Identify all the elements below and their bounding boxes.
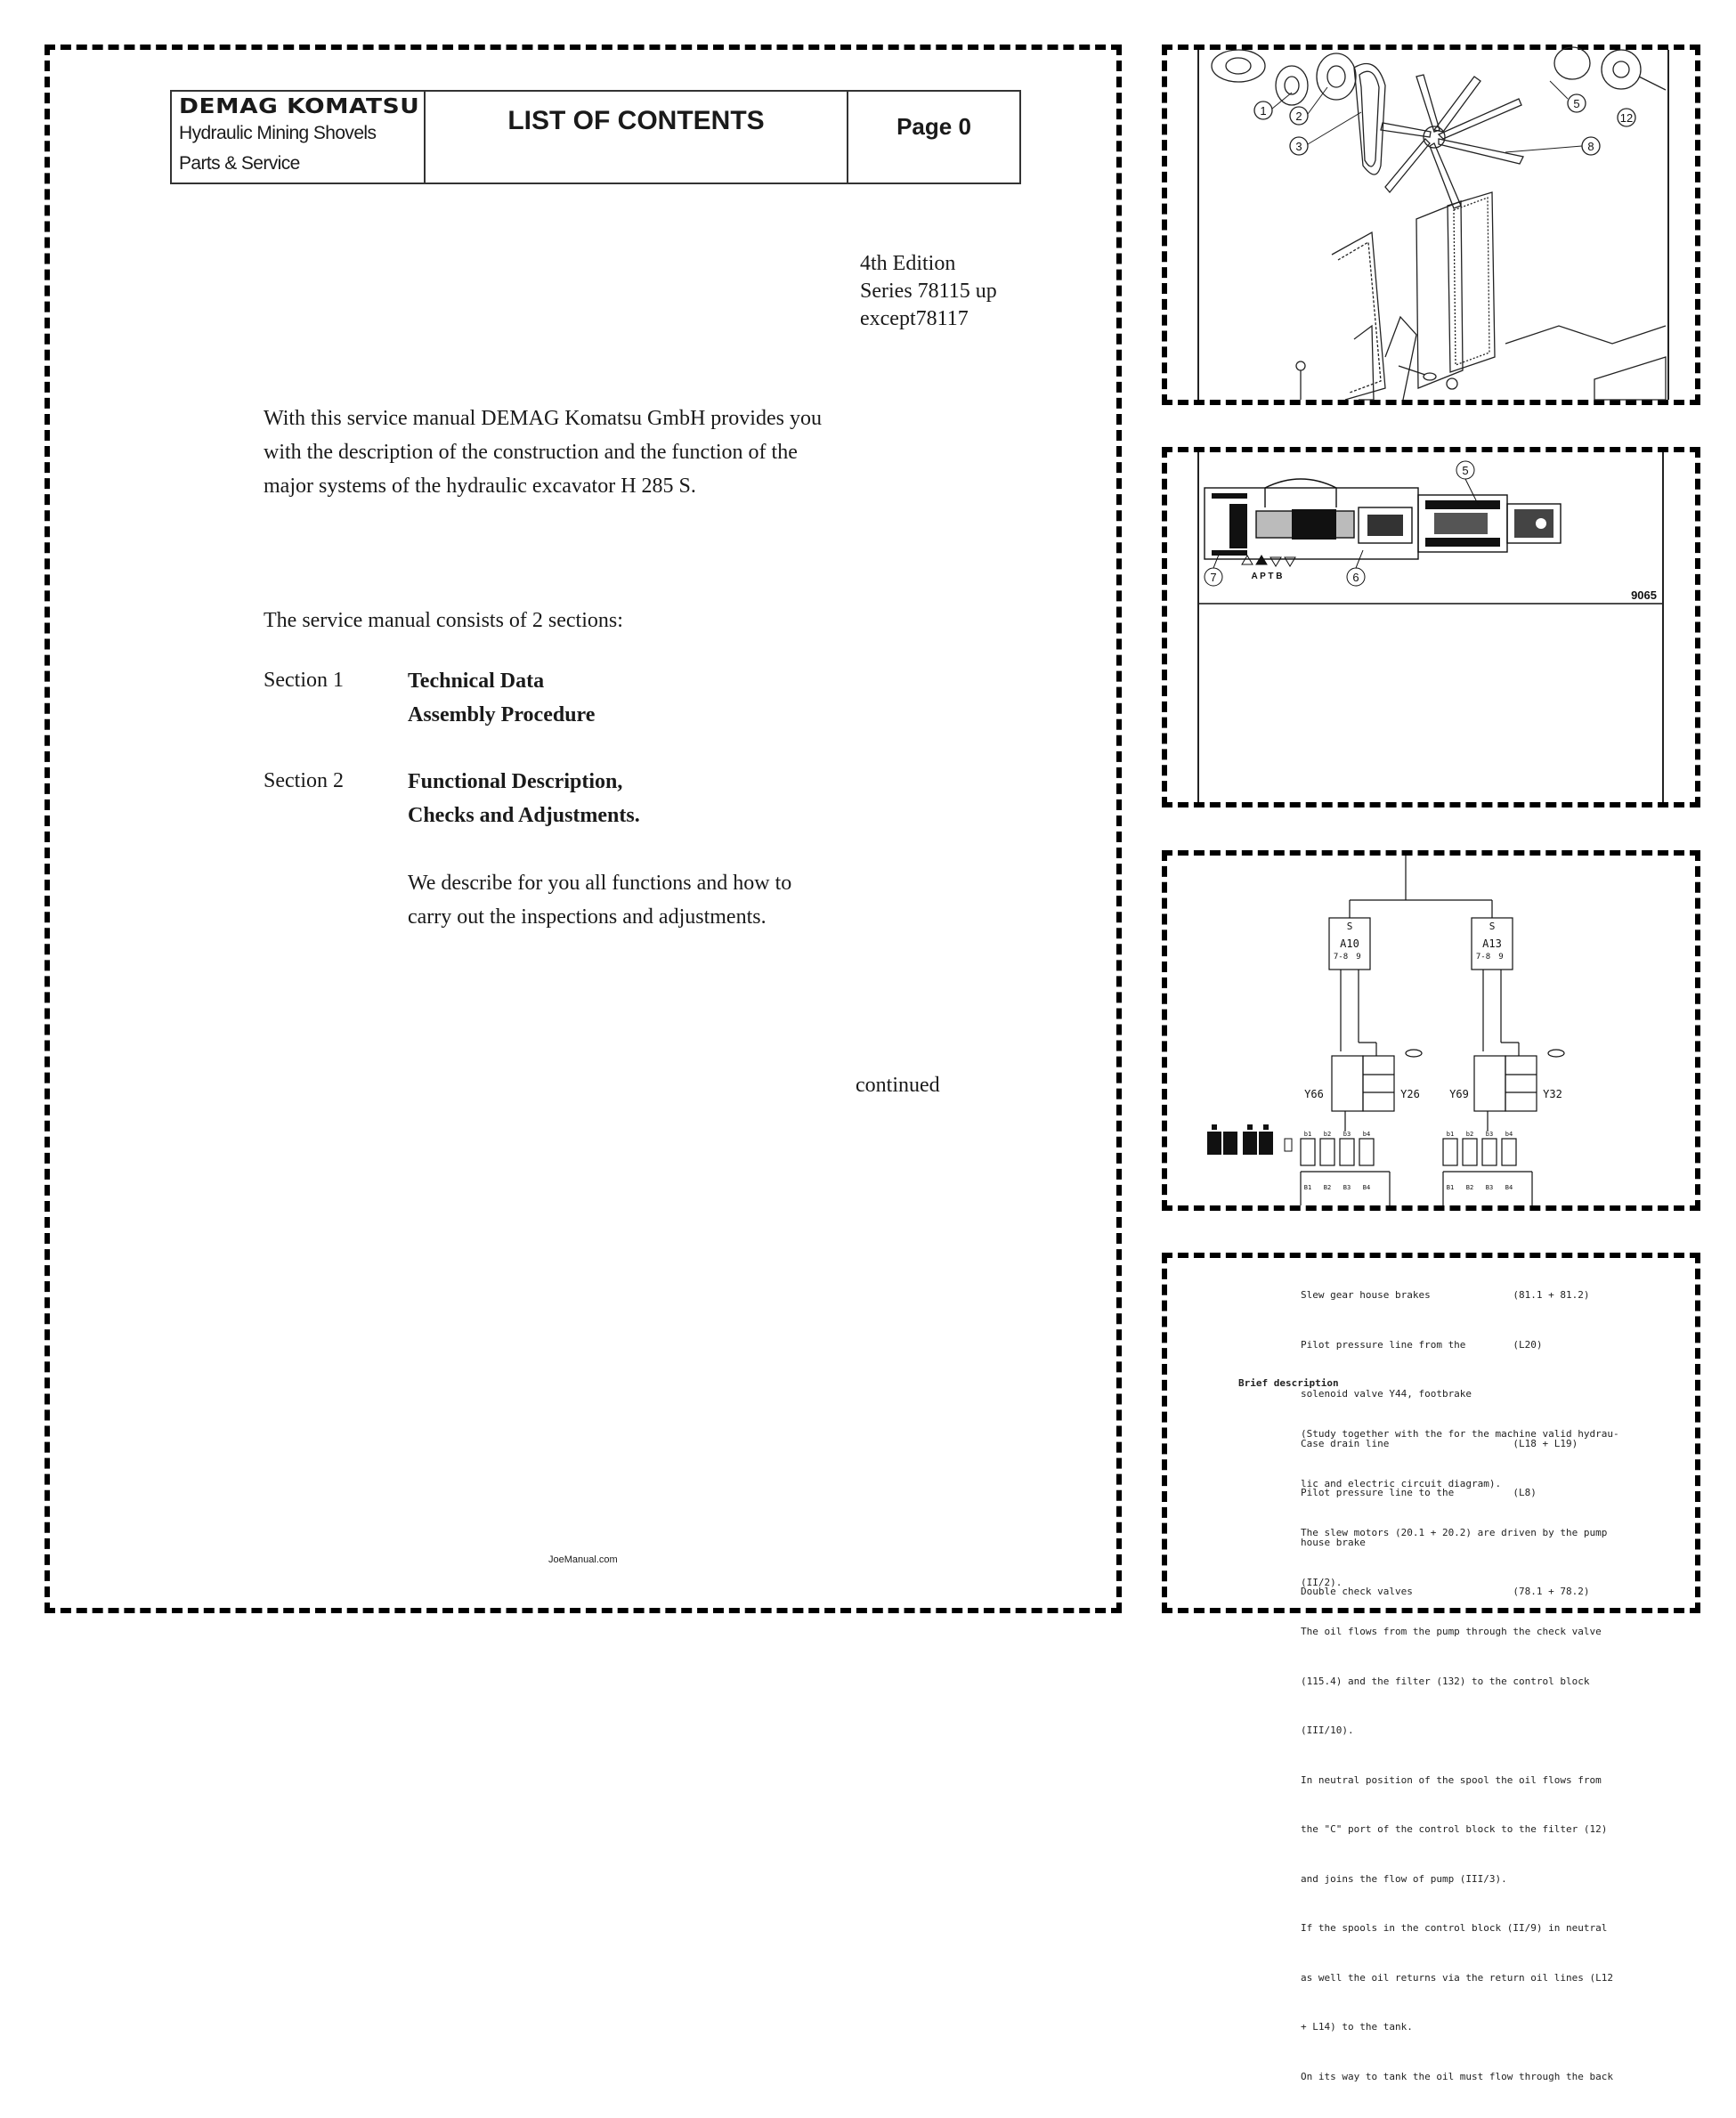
component-line: house brake (1301, 1536, 1366, 1548)
callout-8: 8 (1587, 140, 1594, 153)
body-line: The slew motors (20.1 + 20.2) are driven by the pump (1301, 1527, 1608, 1538)
pin-s-a10: S (1346, 921, 1353, 932)
connector-label: b4 (1362, 1131, 1371, 1138)
body-line: the "C" port of the control block to the filter (12) (1301, 1823, 1608, 1835)
edition-info (860, 250, 997, 333)
sections-intro: The service manual consists of 2 sections: (264, 609, 623, 632)
edition-line: 4th Edition (860, 252, 956, 275)
block-a13: A13 (1482, 937, 1502, 950)
pin-9: 9 (1356, 953, 1361, 962)
company-logo: DEMAG KOMATSU (179, 95, 420, 118)
continued-note: continued (856, 1074, 940, 1097)
component-line: Slew gear house brakes (81.1 + 81.2) (1301, 1289, 1590, 1301)
component-line: solenoid valve Y44, footbrake (1301, 1388, 1472, 1400)
document-header (170, 90, 1021, 184)
component-line: Case drain line (L18 + L19) (1301, 1437, 1578, 1449)
connector-label: B4 (1362, 1184, 1371, 1191)
series-line: Series 78115 up (860, 280, 997, 303)
circuit-diagram (1167, 856, 1695, 1205)
callout-5: 5 (1573, 97, 1580, 110)
connector-label: b3 (1343, 1131, 1351, 1138)
footer-watermark: JoeManual.com (548, 1554, 618, 1565)
component-line: Pilot pressure line from the (L20) (1301, 1338, 1543, 1351)
body-line: lic and electric circuit diagram). (1301, 1477, 1502, 1489)
connector-label: B4 (1505, 1184, 1513, 1191)
section-item: Technical Data (408, 669, 545, 693)
connector-label: B1 (1303, 1184, 1312, 1191)
intro-line: with the description of the construction and the function of the (264, 441, 798, 464)
thumbnail-text-page[interactable] (1162, 1253, 1700, 2082)
body-line: (II/2). (1301, 1576, 1343, 1588)
body-line: (Study together with the for the machine valid hydrau- (1301, 1428, 1619, 1440)
body-line: On its way to tank the oil must flow through the back (1301, 2070, 1613, 2082)
describe-line: carry out the inspections and adjustments. (408, 905, 767, 929)
connector-label: B3 (1343, 1184, 1351, 1191)
section-heading: Brief description (1238, 1377, 1339, 1389)
connector-label: B2 (1465, 1184, 1474, 1191)
section-item: Assembly Procedure (408, 703, 596, 726)
document-title: LIST OF CONTENTS (426, 92, 848, 183)
callout-2: 2 (1295, 110, 1302, 123)
pin-7-8: 7-8 (1475, 953, 1491, 962)
section-2-contents (408, 765, 640, 832)
valve-y32: Y32 (1543, 1088, 1562, 1100)
section-item: Functional Description, (408, 770, 623, 793)
company-department: Parts & Service (179, 153, 300, 174)
component-line: Pilot pressure line to the (L8) (1301, 1487, 1537, 1498)
body-line: The oil flows from the pump through the check valve (1301, 1626, 1602, 1637)
section-item: Checks and Adjustments. (408, 804, 640, 827)
pin-s-a13: S (1489, 921, 1496, 932)
connector-label: b1 (1446, 1131, 1455, 1138)
component-line: Double check valves (78.1 + 78.2) (1301, 1586, 1590, 1597)
thumbnail-circuit-diagram[interactable] (1162, 850, 1700, 1211)
exploded-view-drawing (1167, 50, 1695, 400)
body-line: If the spools in the control block (II/9) in neutral (1301, 1922, 1608, 1934)
describe-paragraph (408, 866, 906, 934)
body-line: (III/10). (1301, 1724, 1354, 1736)
connector-label: b3 (1485, 1131, 1494, 1138)
intro-line: major systems of the hydraulic excavator H 285 S. (264, 475, 696, 498)
thumbnail-valve-section[interactable] (1162, 447, 1700, 807)
connector-label: B1 (1446, 1184, 1455, 1191)
valve-y69: Y69 (1449, 1088, 1469, 1100)
figure-number: 9065 (1631, 588, 1657, 602)
thumbnail-fan-drawing[interactable] (1162, 45, 1700, 405)
valve-cross-section-drawing (1167, 452, 1695, 802)
body-line: and joins the flow of pump (III/3). (1301, 1872, 1507, 1885)
valve-y26: Y26 (1400, 1088, 1420, 1100)
pin-7-8: 7-8 (1333, 953, 1349, 962)
connector-label: b4 (1505, 1131, 1513, 1138)
callout-3: 3 (1295, 140, 1302, 153)
section-1-label: Section 1 (264, 669, 344, 692)
connector-label: b2 (1465, 1131, 1474, 1138)
exception-line: except78117 (860, 307, 969, 330)
connector-label: B2 (1323, 1184, 1332, 1191)
port-labels: A P T B (1251, 572, 1283, 581)
description-body (1301, 1393, 1619, 2118)
connector-label: b2 (1323, 1131, 1332, 1138)
pin-9: 9 (1498, 953, 1504, 962)
connector-label: b1 (1303, 1131, 1312, 1138)
document-page (45, 45, 1122, 1613)
body-line: + L14) to the tank. (1301, 2021, 1413, 2033)
body-line: (115.4) and the filter (132) to the control block (1301, 1675, 1590, 1687)
body-line: In neutral position of the spool the oil flows from (1301, 1773, 1602, 1786)
valve-y66: Y66 (1304, 1088, 1324, 1100)
intro-paragraph (264, 402, 887, 503)
section-1-contents (408, 664, 595, 732)
connector-label: B3 (1485, 1184, 1494, 1191)
block-a10: A10 (1340, 937, 1359, 950)
callout-7: 7 (1210, 571, 1217, 584)
intro-line: With this service manual DEMAG Komatsu GmbH provides you (264, 407, 822, 430)
describe-line: We describe for you all functions and how to (408, 872, 792, 895)
callout-1: 1 (1260, 104, 1267, 118)
page-number: Page 0 (896, 113, 971, 140)
callout-6: 6 (1352, 571, 1359, 584)
body-line: as well the oil returns via the return oil lines (L12 (1301, 1971, 1613, 1984)
section-2-label: Section 2 (264, 769, 344, 792)
callout-5: 5 (1462, 464, 1469, 477)
company-division: Hydraulic Mining Shovels (179, 123, 377, 143)
callout-12: 12 (1619, 111, 1634, 125)
company-logo-block (172, 92, 426, 183)
